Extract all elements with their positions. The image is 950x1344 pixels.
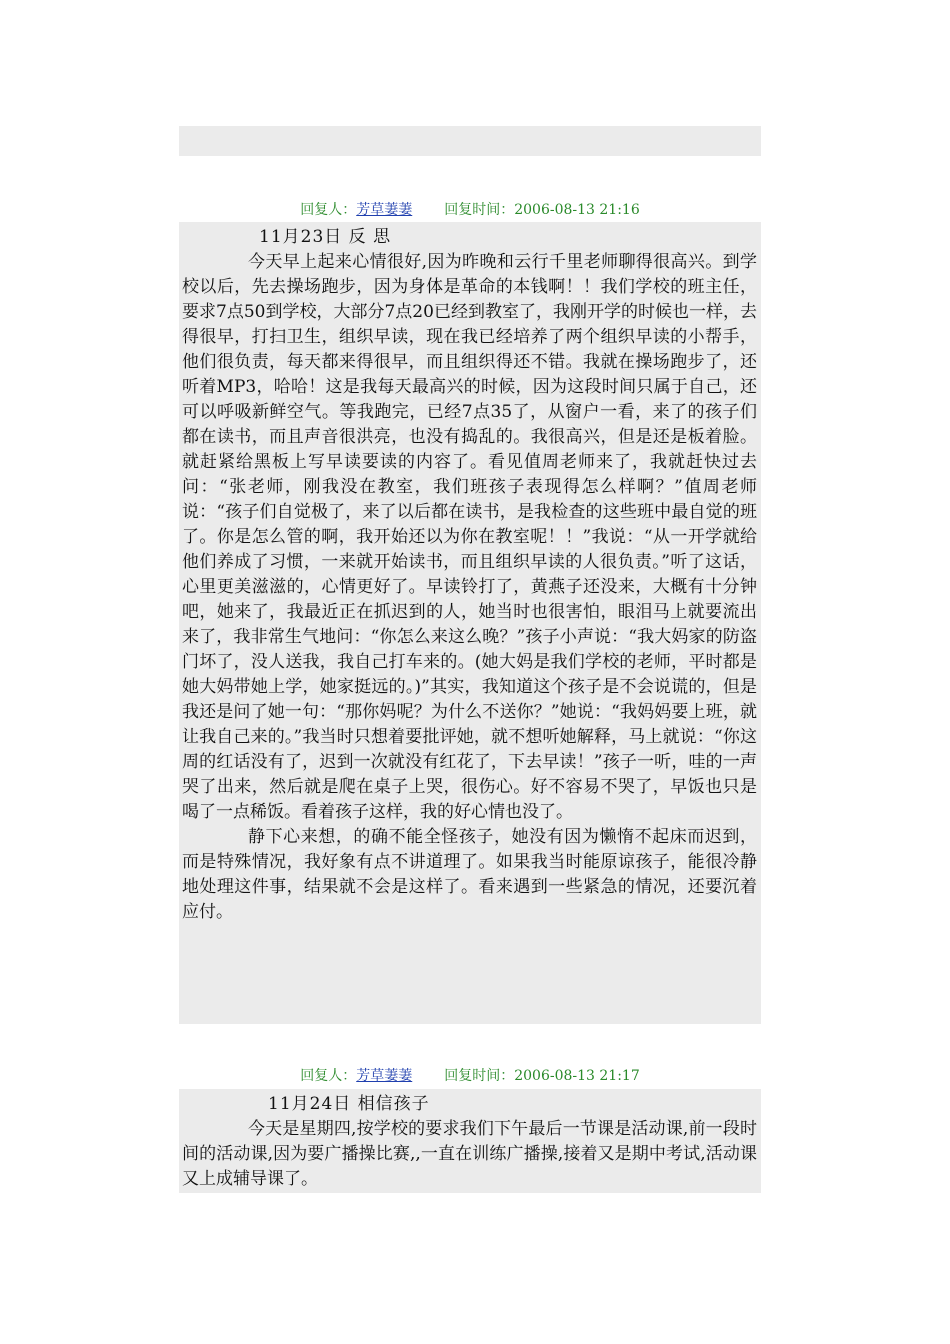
post-paragraph: 今天是星期四,按学校的要求我们下午最后一节课是活动课,前一段时间的活动课,因为要广播操比赛,,一直在训练广播操,接着又是期中考试,活动课又上成辅导课了。: [182, 1119, 757, 1189]
reply-time-label: 回复时间：: [444, 202, 515, 218]
reply-time: 2006-08-13 21:17: [514, 1068, 640, 1084]
post-body-2: [179, 1089, 761, 1193]
reply-time: 2006-08-13 21:16: [514, 202, 640, 218]
post-title: 11月24日 相信孩子: [268, 1094, 430, 1114]
reply-meta-2: [179, 1065, 761, 1085]
reply-meta-1: [179, 199, 761, 219]
post-body-1: [179, 222, 761, 1024]
post-paragraph: 今天早上起来心情很好,因为昨晚和云行千里老师聊得很高兴。到学校以后，先去操场跑步，因为身体是革命的本钱啊！！我们学校的班主任，要求7点50到学校，大部分7点20已经到教室了，我刚开学的时候也一样，去得很早，打扫卫生，组织早读，现在我已经培养了两个组织早读的小帮手，他们很负责，每天都来得很早，而且组织得还不错。我就在操场跑步了，还听着MP3，哈哈！这是我每天最高兴的时候，因为这段时间只属于自己，还可以呼吸新鲜空气。等我跑完，已经7点35了，从窗户一看，来了的孩子们都在读书，而且声音很洪亮，也没有捣乱的。我很高兴，但是还是板着脸。就赶紧给黑板上写早读要读的内容了。看见值周老师来了，我就赶快过去问：“张老师，刚我没在教室，我们班孩子表现得怎么样啊？”值周老师说：“孩子们自觉极了，来了以后都在读书，是我检查的这些班中最自觉的班了。你是怎么管的啊，我开始还以为你在教室呢！！”我说：“从一开学就给他们养成了习惯，一来就开始读书，而且组织早读的人很负责。”听了这话，心里更美滋滋的，心情更好了。早读铃打了，黄燕子还没来，大概有十分钟吧，她来了，我最近正在抓迟到的人，她当时也很害怕，眼泪马上就要流出来了，我非常生气地问：“你怎么来这么晚？”孩子小声说：“我大妈家的防盗门坏了，没人送我，我自己打车来的。(她大妈是我们学校的老师，平时都是她大妈带她上学，她家挺远的。)”其实，我知道这个孩子是不会说谎的，但是我还是问了她一句：“那你妈呢？为什么不送你？”她说：“我妈妈要上班，就让我自己来的。”我当时只想着要批评她，就不想听她解释，马上就说：“你这周的红话没有了，迟到一次就没有红花了，下去早读！”孩子一听，哇的一声哭了出来，然后就是爬在桌子上哭，很伤心。好不容易不哭了，早饭也只是喝了一点稀饭。看着孩子这样，我的好心情也没了。: [182, 252, 757, 822]
post-paragraph: 静下心来想，的确不能全怪孩子，她没有因为懒惰不起床而迟到，而是特殊情况，我好象有点不讲道理了。如果我当时能原谅孩子，能很冷静地处理这件事，结果就不会是这样了。看来遇到一些紧急的情况，还要沉着应付。: [182, 827, 757, 922]
reply-author-link[interactable]: 芳草萋萋: [356, 202, 413, 218]
reply-author-label: 回复人：: [300, 1068, 357, 1084]
reply-time-label: 回复时间：: [444, 1068, 515, 1084]
reply-author-link[interactable]: 芳草萋萋: [356, 1068, 413, 1084]
post-title: 11月23日 反 思: [259, 227, 392, 247]
reply-author-label: 回复人：: [300, 202, 357, 218]
empty-post-strip: [179, 126, 761, 156]
